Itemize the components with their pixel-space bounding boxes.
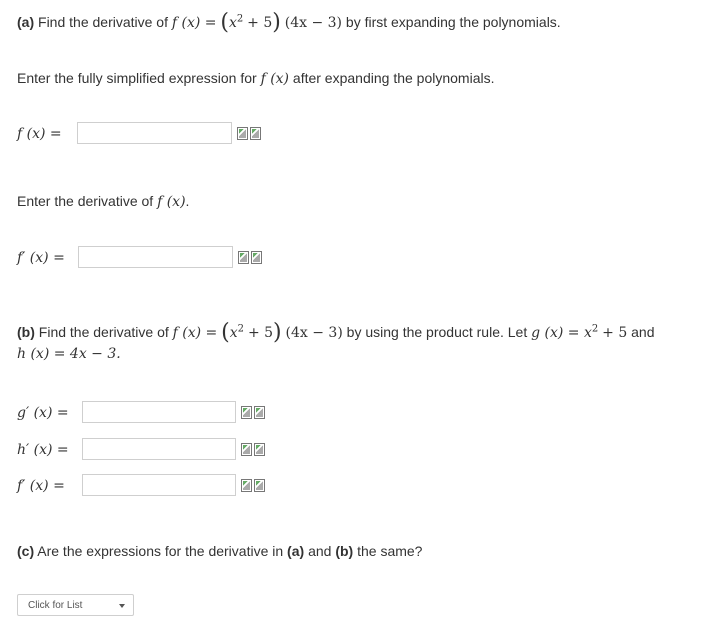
- part-a-poly1-exp: 2: [236, 13, 244, 25]
- part-c-question: [17, 543, 422, 559]
- instruction-1-post: after expanding the polynomials.: [292, 70, 495, 86]
- part-a-poly1-tail: + 5: [247, 15, 273, 31]
- instruction-1-text: Enter the fully simplified expression for: [17, 70, 257, 86]
- equation-editor-1[interactable]: [237, 127, 261, 140]
- instruction-2-text: Enter the derivative of: [17, 193, 154, 209]
- part-b-gx-tail: + 5: [602, 325, 628, 341]
- equation-editor-icon[interactable]: [241, 406, 252, 419]
- equation-editor-4[interactable]: [241, 443, 265, 456]
- equation-editor-icon[interactable]: [251, 251, 262, 264]
- input-1-label: f (x) =: [17, 126, 62, 142]
- input-2-label: f′ (x) =: [17, 250, 65, 266]
- part-a-fx: f (x) =: [171, 15, 217, 31]
- part-c-prompt: Are the expressions for the derivative in: [37, 543, 284, 559]
- part-b-fx: f (x) =: [172, 325, 218, 341]
- h-prime-label: h′ (x) =: [17, 442, 69, 458]
- equation-editor-5[interactable]: [241, 479, 265, 492]
- instruction-2-fx: f (x): [157, 194, 186, 210]
- h-prime-input[interactable]: [82, 438, 236, 460]
- part-b-gx-exp: 2: [591, 323, 599, 335]
- equation-editor-icon[interactable]: [254, 406, 265, 419]
- part-a-question: (a) Find the derivative of f $(x) = (x^2 + 5) (4x - 3)$ by first expanding the polynomials.: [17, 10, 561, 35]
- part-b-and: and: [631, 324, 655, 340]
- g-prime-label: g′ (x) =: [17, 405, 69, 421]
- equation-editor-icon[interactable]: [241, 443, 252, 456]
- part-a-instruction-1: [17, 70, 494, 87]
- part-b-hx: h (x) = 4x − 3.: [17, 346, 121, 362]
- chevron-down-icon: [119, 604, 125, 608]
- equation-editor-icon[interactable]: [254, 479, 265, 492]
- equation-editor-icon[interactable]: [254, 443, 265, 456]
- part-c-and: and: [308, 543, 332, 559]
- equation-editor-icon[interactable]: [237, 127, 248, 140]
- same-expression-dropdown[interactable]: [17, 594, 134, 616]
- g-prime-input[interactable]: [82, 401, 236, 423]
- part-b-gx: g (x) = x: [531, 325, 592, 341]
- part-a-prompt: Find the derivative of: [38, 14, 168, 30]
- equation-editor-icon[interactable]: [250, 127, 261, 140]
- part-b-prompt: Find the derivative of: [38, 324, 169, 340]
- part-b-label: (b): [17, 324, 35, 340]
- fprime-a-input[interactable]: [78, 246, 233, 268]
- equation-editor-icon[interactable]: [238, 251, 249, 264]
- part-b-poly1: x: [229, 325, 238, 341]
- part-b-question: (b) Find the derivative of f $(x) = (x^2 + 5) (4x - 3)$ by using the product rule. Let g $(x) = x^2 + 5$ and: [17, 320, 655, 345]
- part-a-prompt-post: by first expanding the polynomials.: [345, 14, 561, 30]
- fx-expanded-input[interactable]: [77, 122, 232, 144]
- part-a-poly1: x: [229, 15, 237, 31]
- part-a-label: (a): [17, 14, 35, 30]
- part-b-poly1-exp: 2: [237, 323, 245, 335]
- part-b-prompt-mid: by using the product rule. Let: [346, 324, 528, 340]
- instruction-1-fx: f (x): [260, 71, 290, 87]
- dropdown-placeholder: Click for List: [28, 600, 83, 611]
- equation-editor-2[interactable]: [238, 251, 262, 264]
- instruction-2-post: .: [185, 193, 190, 209]
- part-b-poly2: (4x − 3): [285, 325, 343, 341]
- part-c-b: (b): [335, 543, 354, 559]
- f-prime-b-label: f′ (x) =: [17, 478, 65, 494]
- part-b-poly1-tail: + 5: [247, 325, 274, 341]
- part-c-label: (c): [17, 543, 35, 559]
- part-c-prompt-post: the same?: [357, 543, 423, 559]
- part-a-poly2: (4x − 3): [284, 15, 343, 31]
- equation-editor-3[interactable]: [241, 406, 265, 419]
- part-a-instruction-2: [17, 193, 189, 210]
- equation-editor-icon[interactable]: [241, 479, 252, 492]
- f-prime-b-input[interactable]: [82, 474, 236, 496]
- part-c-a: (a): [287, 543, 305, 559]
